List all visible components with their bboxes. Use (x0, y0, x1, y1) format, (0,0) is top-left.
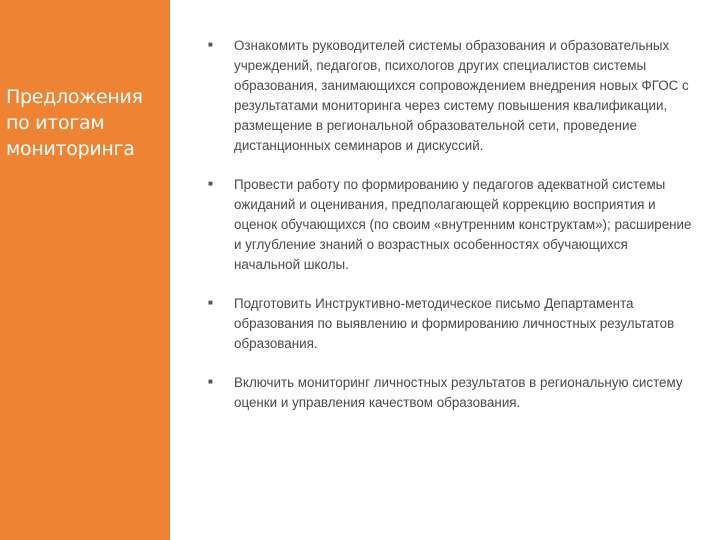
list-item (204, 175, 696, 275)
list-item-text: Включить мониторинг личностных результатов в региональную систему оценки и управления качеством образования. (234, 375, 683, 410)
square-bullet-icon: ■ (208, 377, 213, 386)
sidebar-panel (0, 0, 170, 540)
list-item (204, 294, 696, 354)
square-bullet-icon: ■ (208, 40, 213, 49)
list-item (204, 373, 696, 413)
square-bullet-icon: ■ (208, 298, 213, 307)
sidebar-title: Предложения по итогам мониторинга (6, 86, 143, 160)
list-item-text: Подготовить Инструктивно-методическое письмо Департамента образования по выявлению и формированию личностных результатов образования. (234, 296, 675, 351)
list-item-text: Ознакомить руководителей системы образования и образовательных учреждений, педагогов, психологов других специалистов системы образования, занимающихся сопровождением внедрения новых ФГОС с результатами мониторинга через систему повышения квалификации, размещение в региональной образовательной сети, проведение дистанционных семинаров и дискуссий. (234, 38, 689, 153)
list-item-text: Провести работу по формированию у педагогов адекватной системы ожиданий и оценивания, предполагающей коррекцию восприятия и оценок обучающихся (по своим «внутренним конструктам»); расширение и углубление знаний о возрастных особенностях обучающихся начальной школы. (234, 177, 692, 272)
list-item (204, 36, 696, 156)
bullet-list (204, 36, 696, 413)
square-bullet-icon: ■ (208, 179, 213, 188)
